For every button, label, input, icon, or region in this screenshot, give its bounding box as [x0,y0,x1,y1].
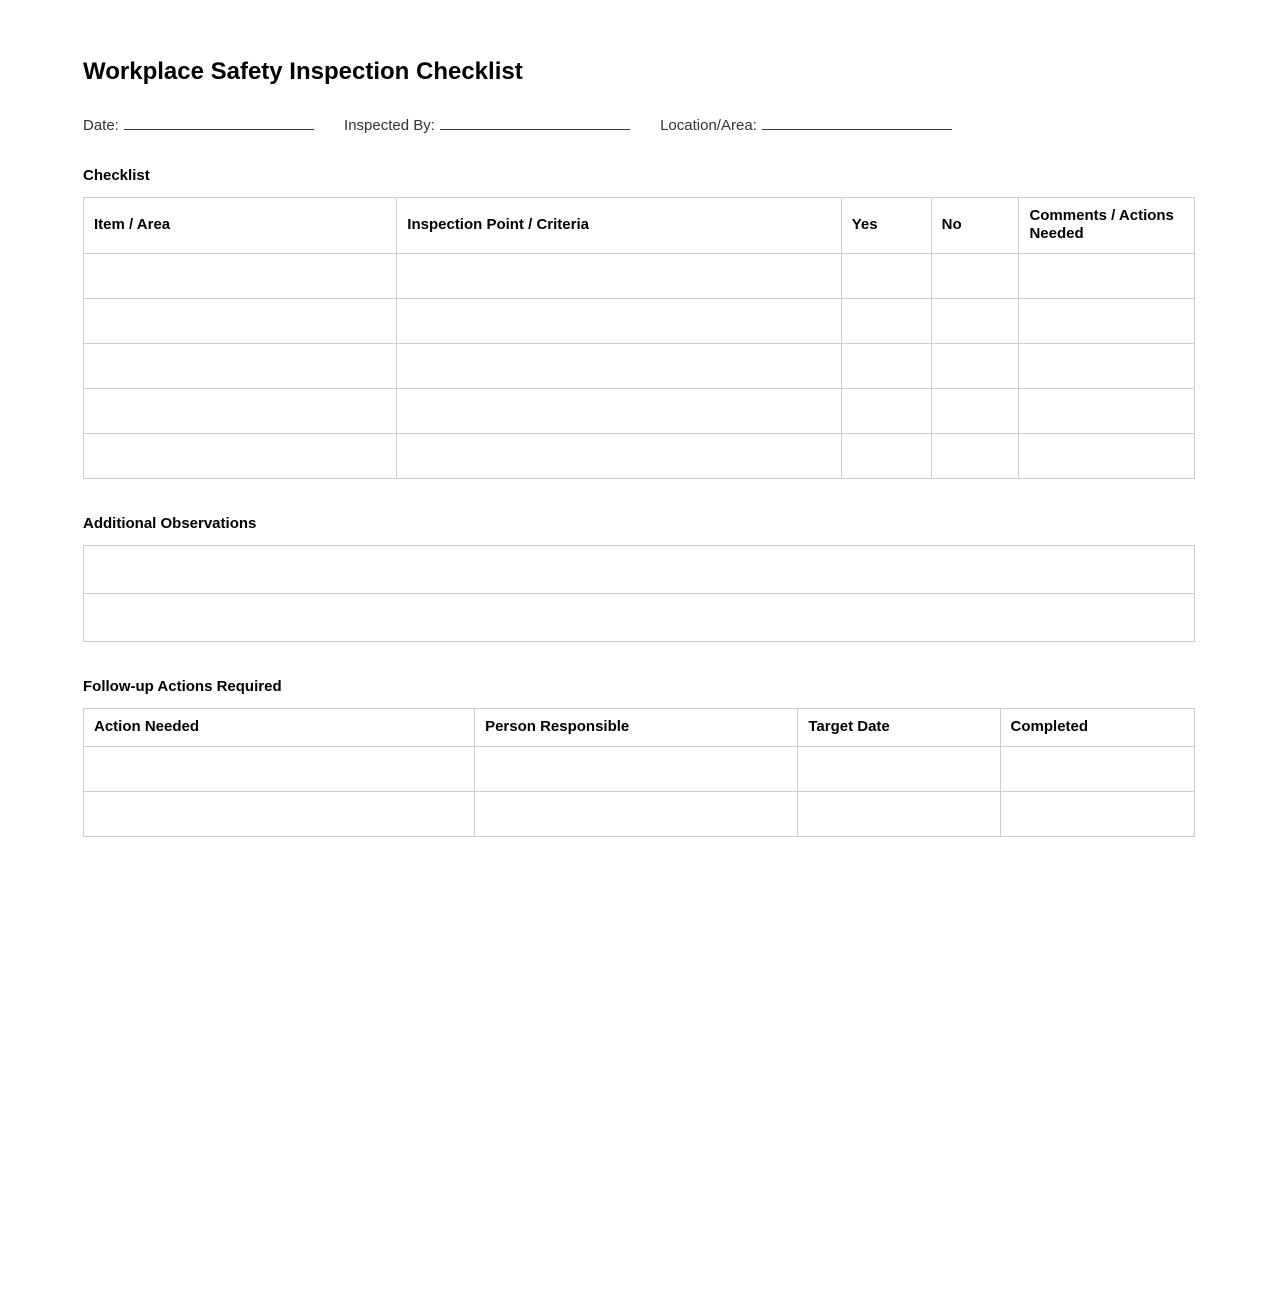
empty-cell [931,434,1019,479]
empty-cell [84,389,397,434]
table-row [84,746,1195,791]
empty-cell [1019,254,1195,299]
field-inspected-by [344,116,630,134]
page-title: Workplace Safety Inspection Checklist [83,58,523,85]
empty-cell [475,791,798,836]
empty-cell [1019,344,1195,389]
empty-cell [84,254,397,299]
empty-cell [931,389,1019,434]
table-row [84,344,1195,389]
empty-cell [1019,299,1195,344]
empty-cell [1019,389,1195,434]
empty-cell [84,434,397,479]
observations-table [83,545,1195,642]
followup-table [83,708,1195,837]
empty-cell [931,299,1019,344]
section-checklist [83,167,1195,480]
column-header-target-date: Target Date [798,709,1000,747]
empty-cell [397,344,841,389]
empty-cell [84,546,1195,594]
table-row [84,791,1195,836]
column-header-person-responsible: Person Responsible [475,709,798,747]
checklist-table [83,197,1195,480]
table-row [84,389,1195,434]
column-header-completed: Completed [1000,709,1194,747]
document-page [83,0,1195,837]
column-header-yes: Yes [841,197,931,254]
followup-heading: Follow-up Actions Required [83,678,282,696]
column-header-item-area: Item / Area [84,197,397,254]
empty-cell [397,299,841,344]
empty-cell [798,746,1000,791]
table-row [84,546,1195,594]
empty-cell [84,594,1195,642]
field-date [83,116,314,134]
empty-cell [841,434,931,479]
empty-cell [84,791,475,836]
empty-cell [1000,791,1194,836]
table-row [84,434,1195,479]
empty-cell [84,746,475,791]
section-observations [83,515,1195,642]
empty-cell [798,791,1000,836]
column-header-no: No [931,197,1019,254]
checklist-header-row [84,197,1195,254]
empty-cell [397,434,841,479]
table-row [84,254,1195,299]
inspected-by-label: Inspected By: [344,116,435,134]
empty-cell [1000,746,1194,791]
empty-cell [84,344,397,389]
empty-cell [397,389,841,434]
empty-cell [841,344,931,389]
column-header-action-needed: Action Needed [84,709,475,747]
empty-cell [475,746,798,791]
section-followup [83,678,1195,837]
table-row [84,594,1195,642]
date-blank-line [124,116,314,130]
location-area-label: Location/Area: [660,116,757,134]
field-location-area [660,116,952,134]
table-row [84,299,1195,344]
inspected-by-blank-line [440,116,630,130]
location-area-blank-line [762,116,952,130]
column-header-inspection-point: Inspection Point / Criteria [397,197,841,254]
date-label: Date: [83,116,119,134]
empty-cell [1019,434,1195,479]
empty-cell [841,254,931,299]
observations-heading: Additional Observations [83,515,257,533]
empty-cell [931,344,1019,389]
empty-cell [841,389,931,434]
empty-cell [931,254,1019,299]
empty-cell [841,299,931,344]
followup-header-row [84,709,1195,747]
column-header-comments: Comments / Actions Needed [1019,197,1195,254]
empty-cell [397,254,841,299]
empty-cell [84,299,397,344]
checklist-heading: Checklist [83,166,150,184]
meta-row [83,116,1195,134]
